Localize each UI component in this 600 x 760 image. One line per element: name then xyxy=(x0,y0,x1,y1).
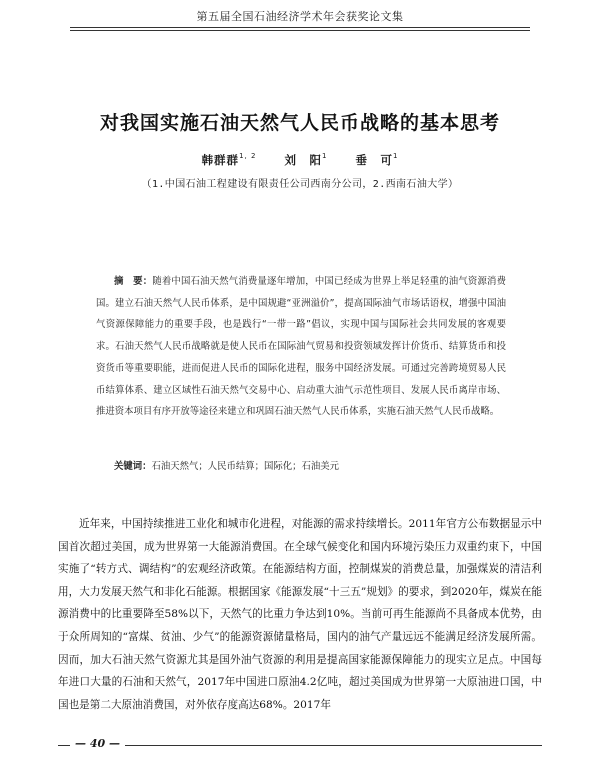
page-number: — 40 — xyxy=(70,737,125,750)
footer-rule xyxy=(58,745,542,746)
keywords-label: 关键词： xyxy=(114,461,152,472)
author-affil-mark: 1 xyxy=(392,152,399,160)
author-affil-mark: 1 xyxy=(321,152,328,160)
header-rule-thin xyxy=(70,30,530,31)
abstract xyxy=(96,271,506,423)
affiliation: （1.中国石油工程建设有限责任公司西南分公司，2.西南石油大学） xyxy=(141,179,459,190)
author-name: 垂 可 xyxy=(355,153,393,167)
author-name: 韩群群 xyxy=(201,153,240,167)
keywords xyxy=(114,458,514,472)
abstract-text: 随着中国石油天然气消费量逐年增加，中国已经成为世界上举足轻重的油气资源消费国。建立石油天然气人民币体系，是中国规避“亚洲溢价”，提高国际油气市场话语权，增强中国油气资源保障能力的重要手段，也是践行“一带一路”倡议，实现中国与国际社会共同发展的客观要求。石油天然气人民币战略就是使人民币在国际油气贸易和投资领域发挥计价货币、结算货币和投资货币等重要职能，进而促进人民币的国际化进程，服务中国经济发展。可通过完善跨境贸易人民币结算体系、建立区域性石油天然气交易中心、启动重大油气示范性项目、发展人民币离岸市场、推进资本项目有序开放等途径来建立和巩固石油天然气人民币体系，实施石油天然气人民币战略。 xyxy=(96,276,506,418)
header-rule xyxy=(70,27,530,28)
running-header: 第五届全国石油经济学术年会获奖论文集 xyxy=(196,10,404,23)
abstract-label: 摘 要： xyxy=(114,276,153,287)
body-paragraph: 近年来，中国持续推进工业化和城市化进程，对能源的需求持续增长。2011年官方公布数据显示中国首次超过美国，成为世界第一大能源消费国。在全球气候变化和国内环境污染压力双重约束下，中国实施了“转方式、调结构”的宏观经济政策。在能源结构方面，控制煤炭的消费总量，加强煤炭的清洁利用，大力发展天然气和非化石能源。根据国家《能源发展“十三五”规划》的要求，到2020年，煤炭在能源消费中的比重要降至58%以下，天然气的比重力争达到10%。当前可再生能源尚不具备成本优势，由于众所周知的“富煤、贫油、少气”的能源资源储量格局，国内的油气产量远远不能满足经济发展所需。因而，加大石油天然气资源尤其是国外油气资源的利用是提高国家能源保障能力的现实立足点。中国每年进口大量的石油和天然气，2017年中国进口原油4.2亿吨，超过美国成为世界第一大原油进口国，中国也是第二大原油消费国，对外依存度高达68%。2017年 xyxy=(58,518,542,711)
author-list xyxy=(0,152,600,168)
author-name: 刘 阳 xyxy=(284,153,322,167)
keywords-text: 石油天然气；人民币结算；国际化；石油美元 xyxy=(151,461,340,472)
paper-title: 对我国实施石油天然气人民币战略的基本思考 xyxy=(99,112,500,134)
author-affil-mark: 1, 2 xyxy=(239,152,257,160)
